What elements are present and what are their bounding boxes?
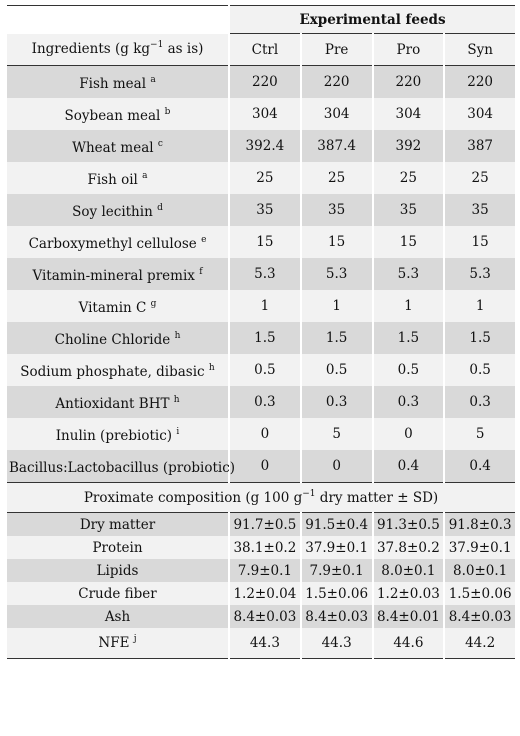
ingredient-row xyxy=(6,450,516,483)
value-cell: 91.7±0.5 xyxy=(229,513,301,537)
footnote-marker: i xyxy=(176,426,180,437)
ingredient-row xyxy=(6,322,516,354)
value-cell: 304 xyxy=(373,98,445,130)
value-cell: 15 xyxy=(301,226,373,258)
footnote-marker: d xyxy=(157,202,163,213)
value-cell: 1.5 xyxy=(373,322,445,354)
row-label xyxy=(6,66,229,99)
value-cell: 35 xyxy=(373,194,445,226)
value-cell: 91.3±0.5 xyxy=(373,513,445,537)
value-cell: 25 xyxy=(229,162,301,194)
value-cell: 0.5 xyxy=(444,354,516,386)
row-label-text: Choline Chloride xyxy=(54,331,171,348)
proximate-header-text-end: dry matter ± SD) xyxy=(315,489,439,506)
value-cell: 35 xyxy=(229,194,301,226)
column-header-ctrl: Ctrl xyxy=(229,34,301,66)
row-label xyxy=(6,226,229,258)
value-cell: 25 xyxy=(373,162,445,194)
column-header-pre: Pre xyxy=(301,34,373,66)
value-cell: 44.6 xyxy=(373,628,445,659)
footnote-marker: h xyxy=(208,362,215,373)
value-cell: 8.0±0.1 xyxy=(373,559,445,582)
ingredient-row xyxy=(6,66,516,99)
value-cell: 8.4±0.03 xyxy=(229,605,301,628)
group-header-row xyxy=(6,6,516,34)
composition-row xyxy=(6,536,516,559)
value-cell: 0.3 xyxy=(444,386,516,418)
column-header-pro: Pro xyxy=(373,34,445,66)
row-label-text: Soybean meal xyxy=(64,107,161,124)
value-cell: 0 xyxy=(229,450,301,483)
ingredient-row xyxy=(6,194,516,226)
value-cell: 44.3 xyxy=(229,628,301,659)
ingredient-row xyxy=(6,162,516,194)
value-cell: 1.5±0.06 xyxy=(444,582,516,605)
row-label xyxy=(6,98,229,130)
row-label-text: Lipids xyxy=(96,562,139,579)
row-label xyxy=(6,450,236,483)
row-label-text: Dry matter xyxy=(79,516,156,533)
value-cell: 5.3 xyxy=(444,258,516,290)
composition-row xyxy=(6,559,516,582)
value-cell: 1.5 xyxy=(301,322,373,354)
value-cell: 37.8±0.2 xyxy=(373,536,445,559)
value-cell: 1.5 xyxy=(444,322,516,354)
composition-row xyxy=(6,605,516,628)
value-cell: 0 xyxy=(229,418,301,450)
value-cell: 392 xyxy=(373,130,445,162)
value-cell: 1 xyxy=(229,290,301,322)
row-label-text: Crude fiber xyxy=(78,585,157,602)
row-label-text: NFE xyxy=(98,635,130,651)
composition-row xyxy=(6,513,516,537)
proximate-composition-header-row xyxy=(6,483,516,513)
value-cell: 0.3 xyxy=(301,386,373,418)
value-cell: 1 xyxy=(301,290,373,322)
feed-composition-table xyxy=(5,5,517,659)
footnote-marker: g xyxy=(150,298,157,309)
row-label-text: Bacillus:Lactobacillus (probiotic) xyxy=(9,459,236,476)
ingredient-row xyxy=(6,386,516,418)
row-label-text: Wheat meal xyxy=(72,139,154,156)
value-cell: 1.2±0.03 xyxy=(373,582,445,605)
row-label xyxy=(6,194,229,226)
row-label-text: Soy lecithin xyxy=(72,203,153,220)
row-label xyxy=(6,559,229,582)
value-cell: 0.5 xyxy=(301,354,373,386)
footnote-marker: f xyxy=(199,266,203,277)
row-label xyxy=(6,605,229,628)
value-cell: 0 xyxy=(301,450,373,483)
value-cell: 5.3 xyxy=(373,258,445,290)
value-cell: 0.5 xyxy=(229,354,301,386)
value-cell: 1 xyxy=(444,290,516,322)
value-cell: 37.9±0.1 xyxy=(444,536,516,559)
value-cell: 1.2±0.04 xyxy=(229,582,301,605)
row-label xyxy=(6,418,229,450)
row-label-text: Fish meal xyxy=(79,75,147,92)
value-cell: 0 xyxy=(373,418,445,450)
ingredient-row xyxy=(6,226,516,258)
value-cell: 387.4 xyxy=(301,130,373,162)
row-label-text: Protein xyxy=(92,539,143,556)
row-label-text: Carboxymethyl cellulose xyxy=(28,235,197,252)
value-cell: 8.4±0.01 xyxy=(373,605,445,628)
value-cell: 44.2 xyxy=(444,628,516,659)
ingredient-row xyxy=(6,354,516,386)
row-label xyxy=(6,536,229,559)
value-cell: 304 xyxy=(229,98,301,130)
value-cell: 35 xyxy=(444,194,516,226)
footnote-marker: j xyxy=(133,634,137,644)
row-label xyxy=(6,290,229,322)
value-cell: 35 xyxy=(301,194,373,226)
value-cell: 15 xyxy=(373,226,445,258)
row-label xyxy=(6,628,229,659)
value-cell: 220 xyxy=(229,66,301,99)
value-cell: 1 xyxy=(373,290,445,322)
row-label-text: Fish oil xyxy=(87,171,138,188)
value-cell: 5 xyxy=(301,418,373,450)
footnote-marker: a xyxy=(142,170,148,181)
row-label-text: Ash xyxy=(104,608,131,625)
proximate-header-text: Proximate composition (g 100 g xyxy=(83,489,303,506)
value-cell: 25 xyxy=(444,162,516,194)
value-cell: 44.3 xyxy=(301,628,373,659)
row-label-text: Vitamin C xyxy=(78,299,147,316)
value-cell: 25 xyxy=(301,162,373,194)
row-label xyxy=(6,162,229,194)
value-cell: 15 xyxy=(229,226,301,258)
proximate-composition-header xyxy=(6,483,516,513)
value-cell: 220 xyxy=(444,66,516,99)
composition-row xyxy=(6,582,516,605)
value-cell: 37.9±0.1 xyxy=(301,536,373,559)
ingredient-row xyxy=(6,258,516,290)
row-label xyxy=(6,582,229,605)
row-label-text: Inulin (prebiotic) xyxy=(55,427,173,444)
ingredient-row xyxy=(6,290,516,322)
value-cell: 304 xyxy=(301,98,373,130)
row-label xyxy=(6,354,229,386)
row-label xyxy=(6,258,229,290)
ingredient-row xyxy=(6,418,516,450)
value-cell: 5.3 xyxy=(229,258,301,290)
value-cell: 220 xyxy=(301,66,373,99)
composition-row xyxy=(6,628,516,659)
footnote-marker: h xyxy=(174,330,181,341)
row-label-text: Vitamin-mineral premix xyxy=(32,267,195,284)
value-cell: 8.4±0.03 xyxy=(444,605,516,628)
value-cell: 8.4±0.03 xyxy=(301,605,373,628)
row-label xyxy=(6,322,229,354)
value-cell: 387 xyxy=(444,130,516,162)
row-label-text: Antioxidant BHT xyxy=(55,395,170,412)
row-label xyxy=(6,386,229,418)
row-label-text: Sodium phosphate, dibasic xyxy=(20,363,205,380)
footnote-marker: h xyxy=(173,394,180,405)
value-cell: 7.9±0.1 xyxy=(229,559,301,582)
value-cell: 8.0±0.1 xyxy=(444,559,516,582)
footnote-marker: c xyxy=(157,138,163,149)
value-cell: 91.5±0.4 xyxy=(301,513,373,537)
header-blank-cell xyxy=(6,6,229,34)
value-cell: 0.4 xyxy=(373,450,445,483)
value-cell: 91.8±0.3 xyxy=(444,513,516,537)
ingredients-column-header: Ingredients (g $kg^{-1}$ as is) xyxy=(6,34,229,66)
value-cell: 0.3 xyxy=(229,386,301,418)
footnote-marker: b xyxy=(164,106,171,117)
value-cell: 5.3 xyxy=(301,258,373,290)
value-cell: 15 xyxy=(444,226,516,258)
column-header-syn: Syn xyxy=(444,34,516,66)
experimental-feeds-header: Experimental feeds xyxy=(229,6,516,34)
value-cell: 220 xyxy=(373,66,445,99)
value-cell: 0.4 xyxy=(444,450,516,483)
value-cell: 38.1±0.2 xyxy=(229,536,301,559)
proximate-header-sup: −1 xyxy=(302,488,316,499)
footnote-marker: e xyxy=(201,234,207,245)
footnote-marker: a xyxy=(150,74,156,85)
value-cell: 392.4 xyxy=(229,130,301,162)
row-label xyxy=(6,130,229,162)
ingredient-row xyxy=(6,130,516,162)
value-cell: 5 xyxy=(444,418,516,450)
value-cell: 7.9±0.1 xyxy=(301,559,373,582)
value-cell: 1.5±0.06 xyxy=(301,582,373,605)
ingredient-row xyxy=(6,98,516,130)
value-cell: 0.5 xyxy=(373,354,445,386)
value-cell: 1.5 xyxy=(229,322,301,354)
row-label xyxy=(6,513,229,537)
value-cell: 304 xyxy=(444,98,516,130)
column-header-row xyxy=(6,34,516,66)
value-cell: 0.3 xyxy=(373,386,445,418)
